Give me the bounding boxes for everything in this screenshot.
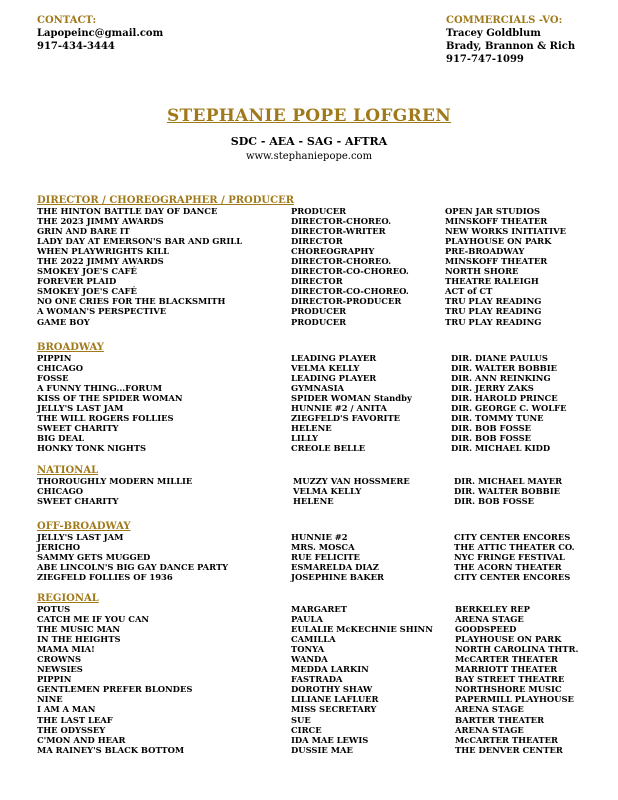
- credit-venue: DIR. WALTER BOBBIE: [454, 486, 561, 497]
- credit-role: EULALIE McKECHNIE SHINN: [291, 624, 433, 635]
- credit-role: LEADING PLAYER: [291, 353, 377, 363]
- credit-venue: PLAYHOUSE ON PARK: [455, 634, 562, 645]
- credit-role: LILLY: [291, 433, 319, 444]
- credit-venue: DIR. ANN REINKING: [451, 373, 551, 384]
- contact-block: [37, 14, 163, 53]
- credit-venue: DIR. MICHAEL MAYER: [454, 476, 563, 486]
- credit-role: CIRCE: [291, 724, 322, 735]
- credit-title: SAMMY GETS MUGGED: [37, 552, 151, 563]
- credit-role: MEDDA LARKIN: [291, 664, 369, 675]
- credit-role: DIRECTOR: [291, 236, 343, 247]
- credit-title: BIG DEAL: [37, 433, 85, 444]
- credit-row: [37, 236, 597, 246]
- credit-title: GAME BOY: [37, 316, 90, 327]
- credit-row: [37, 413, 597, 423]
- credit-venue: DIR. JERRY ZAKS: [451, 383, 534, 394]
- credit-list: [37, 476, 597, 506]
- credit-row: [37, 306, 597, 316]
- credit-row: [37, 216, 597, 226]
- credit-role: SPIDER WOMAN Standby: [291, 393, 412, 404]
- credit-venue: ACT of CT: [445, 286, 493, 297]
- section-director: [37, 195, 597, 327]
- credit-row: [37, 353, 597, 363]
- credit-role: CAMILLA: [291, 634, 336, 645]
- credit-venue: NORTH SHORE: [445, 266, 519, 277]
- credit-title: FOREVER PLAID: [37, 276, 117, 287]
- credit-row: [37, 296, 597, 306]
- credit-row: [37, 476, 597, 486]
- credit-venue: DIR. BOB FOSSE: [454, 496, 535, 507]
- credit-row: [37, 443, 597, 453]
- credit-title: THE WILL ROGERS FOLLIES: [37, 413, 174, 424]
- credit-title: CROWNS: [37, 654, 82, 665]
- credit-row: [37, 433, 597, 443]
- credit-title: GENTLEMEN PREFER BLONDES: [37, 684, 193, 695]
- union-affiliations: SDC - AEA - SAG - AFTRA: [230, 135, 388, 148]
- credit-title: GRIN AND BARE IT: [37, 226, 130, 237]
- credit-role: LILIANE LAFLUER: [291, 694, 379, 705]
- credit-venue: MINSKOFF THEATER: [445, 216, 548, 227]
- credit-role: PAULA: [291, 614, 323, 625]
- credit-title: PIPPIN: [37, 674, 72, 685]
- credit-venue: PAPERMILL PLAYHOUSE: [455, 694, 574, 705]
- credit-title: ZIEGFELD FOLLIES OF 1936: [37, 572, 173, 583]
- credit-title: CHICAGO: [37, 486, 84, 497]
- credit-venue: BARTER THEATER: [455, 714, 545, 725]
- credit-title: THOROUGHLY MODERN MILLIE: [37, 476, 193, 486]
- credit-title: NEWSIES: [37, 664, 83, 675]
- credit-role: MARGARET: [291, 604, 347, 614]
- credit-row: [37, 674, 597, 684]
- section-broadway: [37, 342, 597, 453]
- credit-title: THE 2023 JIMMY AWARDS: [37, 216, 164, 227]
- credit-role: DIRECTOR-CO-CHOREO.: [291, 286, 409, 297]
- credit-role: HUNNIE #2: [291, 532, 348, 542]
- credit-title: WHEN PLAYWRIGHTS KILL: [37, 246, 170, 257]
- credit-title: C'MON AND HEAR: [37, 734, 126, 745]
- credit-row: [37, 206, 597, 216]
- credit-title: PIPPIN: [37, 353, 72, 363]
- section-regional: [37, 593, 597, 755]
- credit-venue: TRU PLAY READING: [445, 306, 542, 317]
- credit-role: PRODUCER: [291, 206, 347, 216]
- credit-venue: DIR. TOMMY TUNE: [451, 413, 544, 424]
- credit-title: HONKY TONK NIGHTS: [37, 443, 147, 454]
- credit-role: DOROTHY SHAW: [291, 684, 373, 695]
- credit-title: JELLY'S LAST JAM: [37, 532, 124, 542]
- credit-role: CHOREOGRAPHY: [291, 246, 375, 257]
- credit-venue: GOODSPEED: [455, 624, 517, 635]
- credit-title: A WOMAN'S PERSPECTIVE: [37, 306, 167, 317]
- commercials-agent: Tracey Goldblum: [446, 28, 541, 39]
- commercials-heading: COMMERCIALS -VO:: [446, 15, 563, 26]
- credit-row: [37, 624, 597, 634]
- credit-row: [37, 226, 597, 236]
- credit-row: [37, 634, 597, 644]
- credit-venue: NYC FRINGE FESTIVAL: [454, 552, 565, 563]
- credit-row: [37, 684, 597, 694]
- credit-title: THE ODYSSEY: [37, 724, 106, 735]
- credit-title: THE HINTON BATTLE DAY OF DANCE: [37, 206, 218, 216]
- credit-row: [37, 532, 597, 542]
- credit-role: MUZZY VAN HOSSMERE: [293, 476, 410, 486]
- credit-role: MISS SECRETARY: [291, 704, 377, 715]
- credit-title: SWEET CHARITY: [37, 423, 119, 434]
- credit-venue: DIR. BOB FOSSE: [451, 423, 532, 434]
- credit-role: HELENE: [291, 423, 332, 434]
- credit-title: POTUS: [37, 604, 71, 614]
- credit-role: JOSEPHINE BAKER: [291, 572, 384, 583]
- credit-role: HUNNIE #2 / ANITA: [291, 403, 387, 414]
- credit-title: SMOKEY JOE'S CAFÉ: [37, 266, 137, 277]
- credit-list: [37, 206, 597, 327]
- section-national: [37, 465, 597, 506]
- page-title: STEPHANIE POPE LOFGREN: [166, 106, 452, 126]
- credit-role: IDA MAE LEWIS: [291, 734, 369, 745]
- credit-row: [37, 715, 597, 725]
- credit-role: LEADING PLAYER: [291, 373, 377, 384]
- credit-venue: PRE-BROADWAY: [445, 246, 525, 257]
- credit-row: [37, 423, 597, 433]
- credit-venue: TRU PLAY READING: [445, 296, 542, 307]
- credit-role: WANDA: [291, 654, 328, 665]
- credit-row: [37, 614, 597, 624]
- section-off-broadway: [37, 521, 597, 582]
- credit-title: I AM A MAN: [37, 704, 96, 715]
- credit-title: CATCH ME IF YOU CAN: [37, 614, 150, 625]
- credit-title: MA RAINEY'S BLACK BOTTOM: [37, 744, 185, 755]
- credit-venue: DIR. GEORGE C. WOLFE: [451, 403, 567, 414]
- credit-row: [37, 276, 597, 286]
- credit-row: [37, 403, 597, 413]
- section-heading: BROADWAY: [37, 342, 104, 353]
- credit-row: [37, 725, 597, 735]
- credit-title: CHICAGO: [37, 363, 84, 374]
- credit-role: TONYA: [291, 644, 325, 655]
- credit-list: [37, 532, 597, 582]
- section-heading: DIRECTOR / CHOREOGRAPHER / PRODUCER: [37, 195, 295, 206]
- credit-venue: THEATRE RALEIGH: [445, 276, 539, 287]
- credit-title: JELLY'S LAST JAM: [37, 403, 124, 414]
- credit-venue: DIR. DIANE PAULUS: [451, 353, 548, 363]
- credit-venue: McCARTER THEATER: [455, 654, 558, 665]
- credit-role: VELMA KELLY: [291, 363, 360, 374]
- credit-venue: OPEN JAR STUDIOS: [445, 206, 540, 216]
- contact-heading: CONTACT:: [37, 15, 97, 26]
- credit-venue: DIR. HAROLD PRINCE: [451, 393, 558, 404]
- credit-venue: McCARTER THEATER: [455, 734, 558, 745]
- credit-row: [37, 664, 597, 674]
- credit-role: PRODUCER: [291, 306, 347, 317]
- credit-venue: CITY CENTER ENCORES: [454, 532, 571, 542]
- credit-role: FASTRADA: [291, 674, 343, 685]
- credit-title: MAMA MIA!: [37, 644, 95, 655]
- credit-title: KISS OF THE SPIDER WOMAN: [37, 393, 183, 404]
- credit-role: DIRECTOR-CHOREO.: [291, 216, 392, 227]
- credit-row: [37, 572, 597, 582]
- credit-role: DIRECTOR: [291, 276, 343, 287]
- credit-row: [37, 496, 597, 506]
- credit-row: [37, 383, 597, 393]
- credit-row: [37, 604, 597, 614]
- credit-list: [37, 353, 597, 453]
- credit-venue: MINSKOFF THEATER: [445, 256, 548, 267]
- credit-venue: PLAYHOUSE ON PARK: [445, 236, 552, 247]
- credit-venue: DIR. WALTER BOBBIE: [451, 363, 558, 374]
- credit-row: [37, 704, 597, 714]
- credit-role: ESMARELDA DIAZ: [291, 562, 379, 573]
- credit-title: JERICHO: [37, 542, 81, 553]
- credit-title: THE 2022 JIMMY AWARDS: [37, 256, 164, 267]
- credit-venue: NORTHSHORE MUSIC: [455, 684, 562, 695]
- contact-phone: 917-434-3444: [37, 41, 115, 52]
- credit-role: HELENE: [293, 496, 334, 507]
- credit-row: [37, 694, 597, 704]
- credit-role: DIRECTOR-CO-CHOREO.: [291, 266, 409, 277]
- credit-venue: BERKELEY REP: [455, 604, 530, 614]
- credit-title: LADY DAY AT EMERSON'S BAR AND GRILL: [37, 236, 243, 247]
- credit-venue: BAY STREET THEATRE: [455, 674, 565, 685]
- credit-venue: THE ACORN THEATER: [454, 562, 562, 573]
- section-heading: NATIONAL: [37, 465, 99, 476]
- credit-row: [37, 552, 597, 562]
- credit-row: [37, 246, 597, 256]
- credit-venue: ARENA STAGE: [455, 704, 524, 715]
- credit-venue: ARENA STAGE: [455, 614, 524, 625]
- credit-row: [37, 735, 597, 745]
- credit-title: FOSSE: [37, 373, 69, 384]
- credit-role: SUE: [291, 714, 311, 725]
- credit-row: [37, 654, 597, 664]
- credit-row: [37, 266, 597, 276]
- website-link[interactable]: www.stephaniepope.com: [245, 151, 373, 162]
- credit-venue: ARENA STAGE: [455, 724, 524, 735]
- credit-venue: DIR. MICHAEL KIDD: [451, 443, 551, 454]
- credit-venue: THE DENVER CENTER: [455, 744, 563, 755]
- credit-role: MRS. MOSCA: [291, 542, 355, 553]
- credit-row: [37, 393, 597, 403]
- credit-title: SMOKEY JOE'S CAFÉ: [37, 286, 137, 297]
- contact-email: Lapopeinc@gmail.com: [37, 28, 164, 39]
- credit-role: DIRECTOR-PRODUCER: [291, 296, 402, 307]
- credit-role: CREOLE BELLE: [291, 443, 366, 454]
- section-heading: REGIONAL: [37, 593, 99, 604]
- credit-row: [37, 317, 597, 327]
- credit-role: DIRECTOR-WRITER: [291, 226, 386, 237]
- credit-title: THE LAST LEAF: [37, 714, 113, 725]
- credit-title: NINE: [37, 694, 63, 705]
- credit-row: [37, 286, 597, 296]
- credit-row: [37, 562, 597, 572]
- credit-row: [37, 745, 597, 755]
- credit-title: A FUNNY THING...FORUM: [37, 383, 162, 394]
- credit-title: THE MUSIC MAN: [37, 624, 120, 635]
- credit-role: DUSSIE MAE: [291, 744, 353, 755]
- credit-row: [37, 363, 597, 373]
- credit-row: [37, 486, 597, 496]
- credit-role: GYMNASIA: [291, 383, 345, 394]
- credit-role: PRODUCER: [291, 316, 347, 327]
- credit-role: VELMA KELLY: [293, 486, 362, 497]
- credit-title: NO ONE CRIES FOR THE BLACKSMITH: [37, 296, 226, 307]
- credit-row: [37, 256, 597, 266]
- credit-venue: CITY CENTER ENCORES: [454, 572, 571, 583]
- credit-role: ZIEGFELD'S FAVORITE: [291, 413, 401, 424]
- credit-venue: MARRIOTT THEATER: [455, 664, 558, 675]
- credit-venue: THE ATTIC THEATER CO.: [454, 542, 575, 553]
- credit-row: [37, 542, 597, 552]
- credit-row: [37, 373, 597, 383]
- credit-venue: TRU PLAY READING: [445, 316, 542, 327]
- credit-role: DIRECTOR-CHOREO.: [291, 256, 392, 267]
- credit-venue: NEW WORKS INITIATIVE: [445, 226, 566, 237]
- credit-title: ABE LINCOLN'S BIG GAY DANCE PARTY: [37, 562, 229, 573]
- commercials-phone: 917-747-1099: [446, 54, 524, 65]
- credit-role: RUE FELICITE: [291, 552, 360, 563]
- credit-title: IN THE HEIGHTS: [37, 634, 121, 645]
- credit-title: SWEET CHARITY: [37, 496, 119, 507]
- credit-row: [37, 644, 597, 654]
- section-heading: OFF-BROADWAY: [37, 521, 131, 532]
- credit-venue: DIR. BOB FOSSE: [451, 433, 532, 444]
- credit-list: [37, 604, 597, 755]
- credit-venue: NORTH CAROLINA THTR.: [455, 644, 579, 655]
- commercials-agency: Brady, Brannon & Rich: [446, 41, 576, 52]
- commercials-block: [446, 14, 575, 66]
